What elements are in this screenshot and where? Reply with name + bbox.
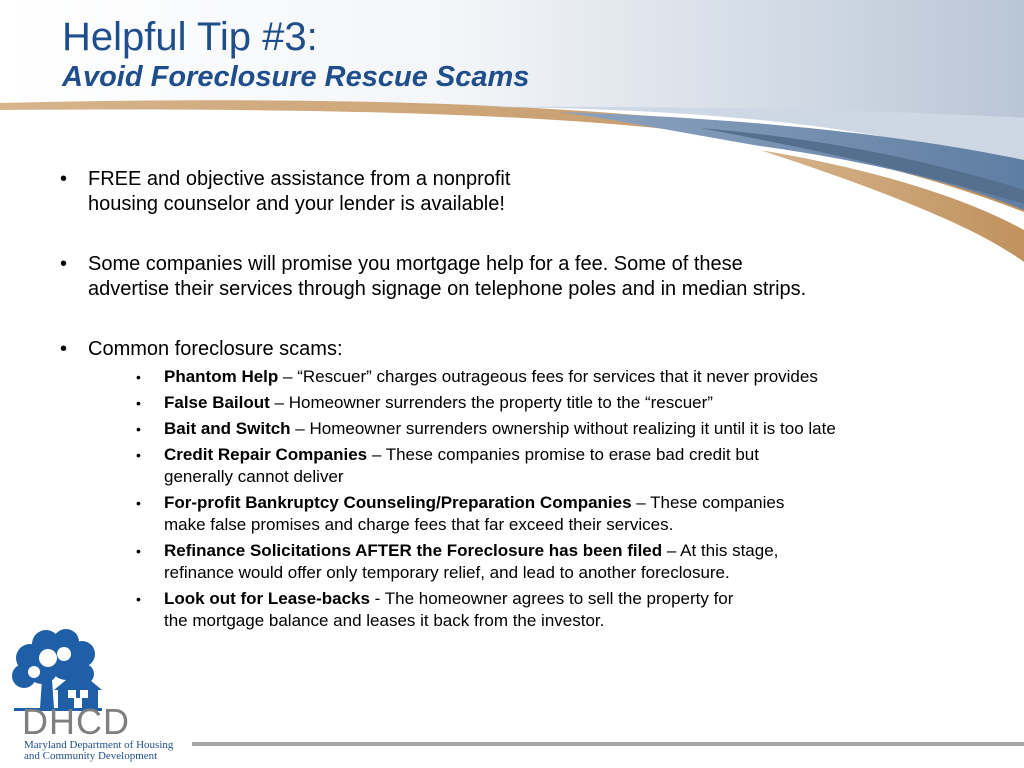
bullet-dot: • <box>60 338 68 360</box>
scam-term: False Bailout <box>164 393 270 412</box>
scam-term: For-profit Bankruptcy Counseling/Preparation Companies <box>164 493 632 512</box>
sub-bullet-dot: • <box>136 369 141 385</box>
bullet-line: FREE and objective assistance from a nonprofit <box>88 168 511 190</box>
logo-subtitle-line-2: and Community Development <box>24 750 158 762</box>
bullet-text: Common foreclosure scams: <box>88 338 343 360</box>
bullet-text <box>88 167 510 217</box>
scam-term: Look out for Lease-backs <box>164 589 370 608</box>
bullet-line: Some companies will promise you mortgage help for a fee. Some of these <box>88 253 743 275</box>
logo-wordmark: DHCD <box>22 701 130 742</box>
sub-bullet-dot: • <box>136 447 141 463</box>
logo-subtitle-line-1: Maryland Department of Housing <box>24 739 174 751</box>
title-line-1: Helpful Tip #3: <box>62 15 318 59</box>
bullet-text <box>88 252 806 302</box>
scam-term: Credit Repair Companies <box>164 445 368 464</box>
title-line-2: Avoid Foreclosure Rescue Scams <box>62 61 530 93</box>
scam-term: Refinance Solicitations AFTER the Foreclosure has been filed <box>164 541 663 560</box>
scam-desc: - The homeowner agrees to sell the property for <box>369 589 734 608</box>
sub-bullet-dot: • <box>136 495 141 511</box>
footer-divider <box>192 742 1024 746</box>
scam-term: Bait and Switch <box>164 419 291 438</box>
bullet-line: housing counselor and your lender is available! <box>88 193 505 215</box>
scam-desc: – At this stage, <box>662 541 779 560</box>
scam-desc-cont: refinance would offer only temporary relief, and lead to another foreclosure. <box>164 563 730 582</box>
scam-desc-cont: the mortgage balance and leases it back from the investor. <box>164 611 605 630</box>
scam-desc: – These companies <box>631 493 785 512</box>
sub-bullet-dot: • <box>136 395 141 411</box>
bullet-dot: • <box>60 253 68 275</box>
sub-bullet-dot: • <box>136 591 141 607</box>
sub-bullet-dot: • <box>136 421 141 437</box>
scam-desc: – Homeowner surrenders the property title to the “rescuer” <box>269 393 713 412</box>
bullet-line: advertise their services through signage on telephone poles and in median strips. <box>88 278 807 300</box>
scam-desc-cont: generally cannot deliver <box>164 467 344 486</box>
sub-bullet-dot: • <box>136 543 141 559</box>
scam-desc: – These companies promise to erase bad credit but <box>367 445 759 464</box>
scam-desc-cont: make false promises and charge fees that far exceed their services. <box>164 515 674 534</box>
bullet-dot: • <box>60 168 68 190</box>
scam-desc: – “Rescuer” charges outrageous fees for services that it never provides <box>278 367 818 386</box>
scam-term: Phantom Help <box>164 367 279 386</box>
scam-desc: – Homeowner surrenders ownership without realizing it until it is too late <box>290 419 836 438</box>
